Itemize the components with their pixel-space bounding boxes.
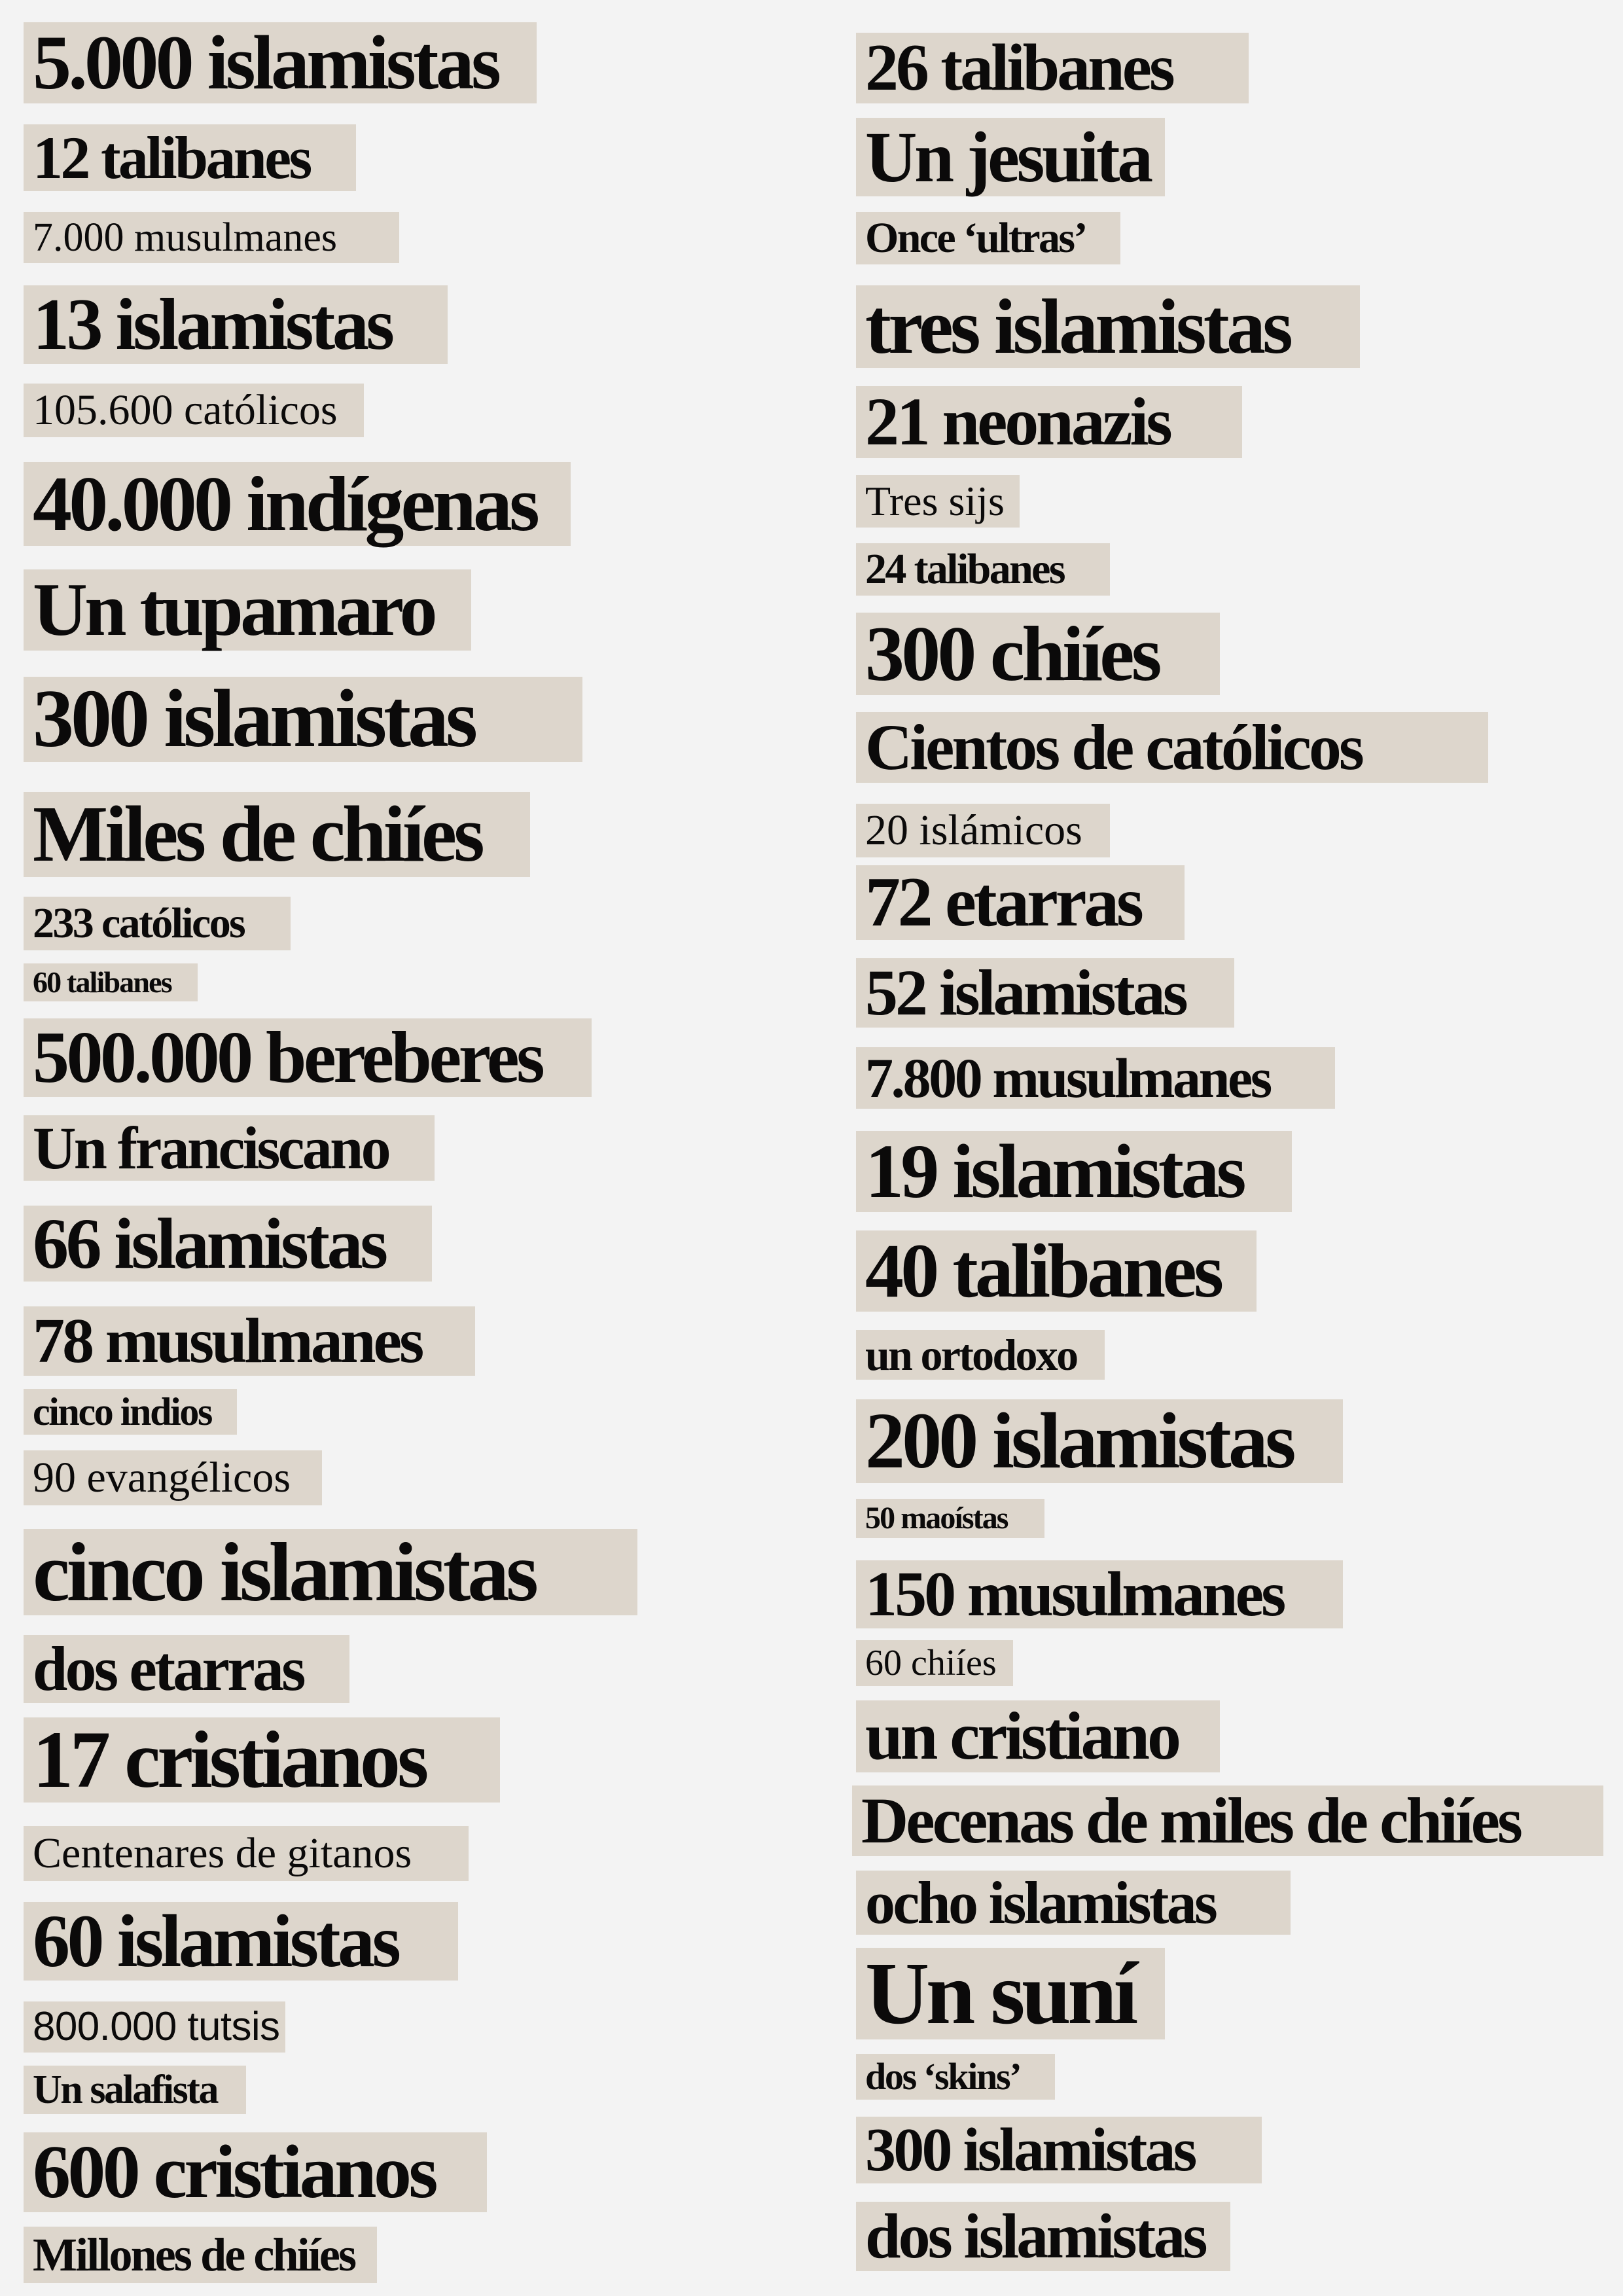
headline-clipping: 12 talibanes: [24, 124, 356, 191]
headline-clipping: 40.000 indígenas: [24, 462, 571, 546]
headline-clipping: Un franciscano: [24, 1115, 435, 1181]
headline-clipping: dos etarras: [24, 1635, 349, 1703]
headline-clipping: 40 talibanes: [856, 1230, 1257, 1312]
headline-clipping: ocho islamistas: [856, 1871, 1291, 1935]
headline-clipping: 200 islamistas: [856, 1399, 1343, 1483]
headline-clipping: 24 talibanes: [856, 543, 1110, 596]
headline-clipping: cinco islamistas: [24, 1529, 637, 1615]
headline-clipping: 60 talibanes: [24, 963, 198, 1001]
headline-clipping: 600 cristianos: [24, 2132, 487, 2212]
headline-clipping: 60 islamistas: [24, 1902, 458, 1981]
headline-clipping: un cristiano: [856, 1700, 1220, 1772]
headline-clipping: 72 etarras: [856, 865, 1185, 940]
headline-clipping: Un jesuita: [856, 118, 1165, 196]
headline-clipping: 90 evangélicos: [24, 1450, 322, 1505]
headline-clipping: 50 maoístas: [856, 1499, 1044, 1538]
headline-clipping: 150 musulmanes: [856, 1560, 1343, 1628]
headline-clipping: Miles de chiíes: [24, 792, 530, 877]
headline-clipping: 60 chiíes: [856, 1640, 1013, 1686]
headline-clipping: 26 talibanes: [856, 33, 1249, 103]
headline-clipping: Tres sijs: [856, 475, 1020, 528]
headline-clipping: Centenares de gitanos: [24, 1826, 469, 1881]
headline-clipping: dos islamistas: [856, 2202, 1230, 2271]
headline-clipping: Un tupamaro: [24, 569, 471, 651]
headline-clipping: un ortodoxo: [856, 1330, 1105, 1380]
headline-clipping: 300 islamistas: [856, 2117, 1262, 2183]
headline-clipping: 800.000 tutsis: [24, 2001, 285, 2053]
headline-clipping: 5.000 islamistas: [24, 22, 537, 103]
headline-clipping: 17 cristianos: [24, 1717, 500, 1803]
headline-clipping: 105.600 católicos: [24, 384, 364, 437]
headline-clipping: Decenas de miles de chiíes: [852, 1785, 1603, 1856]
headline-clipping: 300 chiíes: [856, 613, 1220, 695]
headline-clipping: 233 católicos: [24, 897, 291, 950]
headline-clipping: Cientos de católicos: [856, 712, 1488, 783]
headline-clipping: 78 musulmanes: [24, 1306, 475, 1376]
headline-clipping: 20 islámicos: [856, 804, 1110, 857]
headline-clipping: 19 islamistas: [856, 1131, 1292, 1212]
headline-clipping: cinco indios: [24, 1389, 237, 1435]
headline-clipping: dos ‘skins’: [856, 2054, 1055, 2100]
headline-clipping: 52 islamistas: [856, 958, 1234, 1028]
headline-clipping: 500.000 bereberes: [24, 1018, 592, 1097]
headline-clipping: 13 islamistas: [24, 285, 448, 364]
headline-clipping: Once ‘ultras’: [856, 212, 1120, 264]
headline-clipping: Un salafista: [24, 2066, 246, 2114]
headline-clipping: 7.000 musulmanes: [24, 212, 399, 263]
headline-clipping: Un suní: [856, 1948, 1165, 2039]
headline-clipping: tres islamistas: [856, 285, 1360, 368]
headline-clipping: 21 neonazis: [856, 386, 1242, 458]
headline-clipping: Millones de chiíes: [24, 2227, 377, 2283]
headline-clipping: 300 islamistas: [24, 677, 582, 762]
headline-clipping: 66 islamistas: [24, 1206, 432, 1282]
headline-clipping: 7.800 musulmanes: [856, 1047, 1335, 1109]
